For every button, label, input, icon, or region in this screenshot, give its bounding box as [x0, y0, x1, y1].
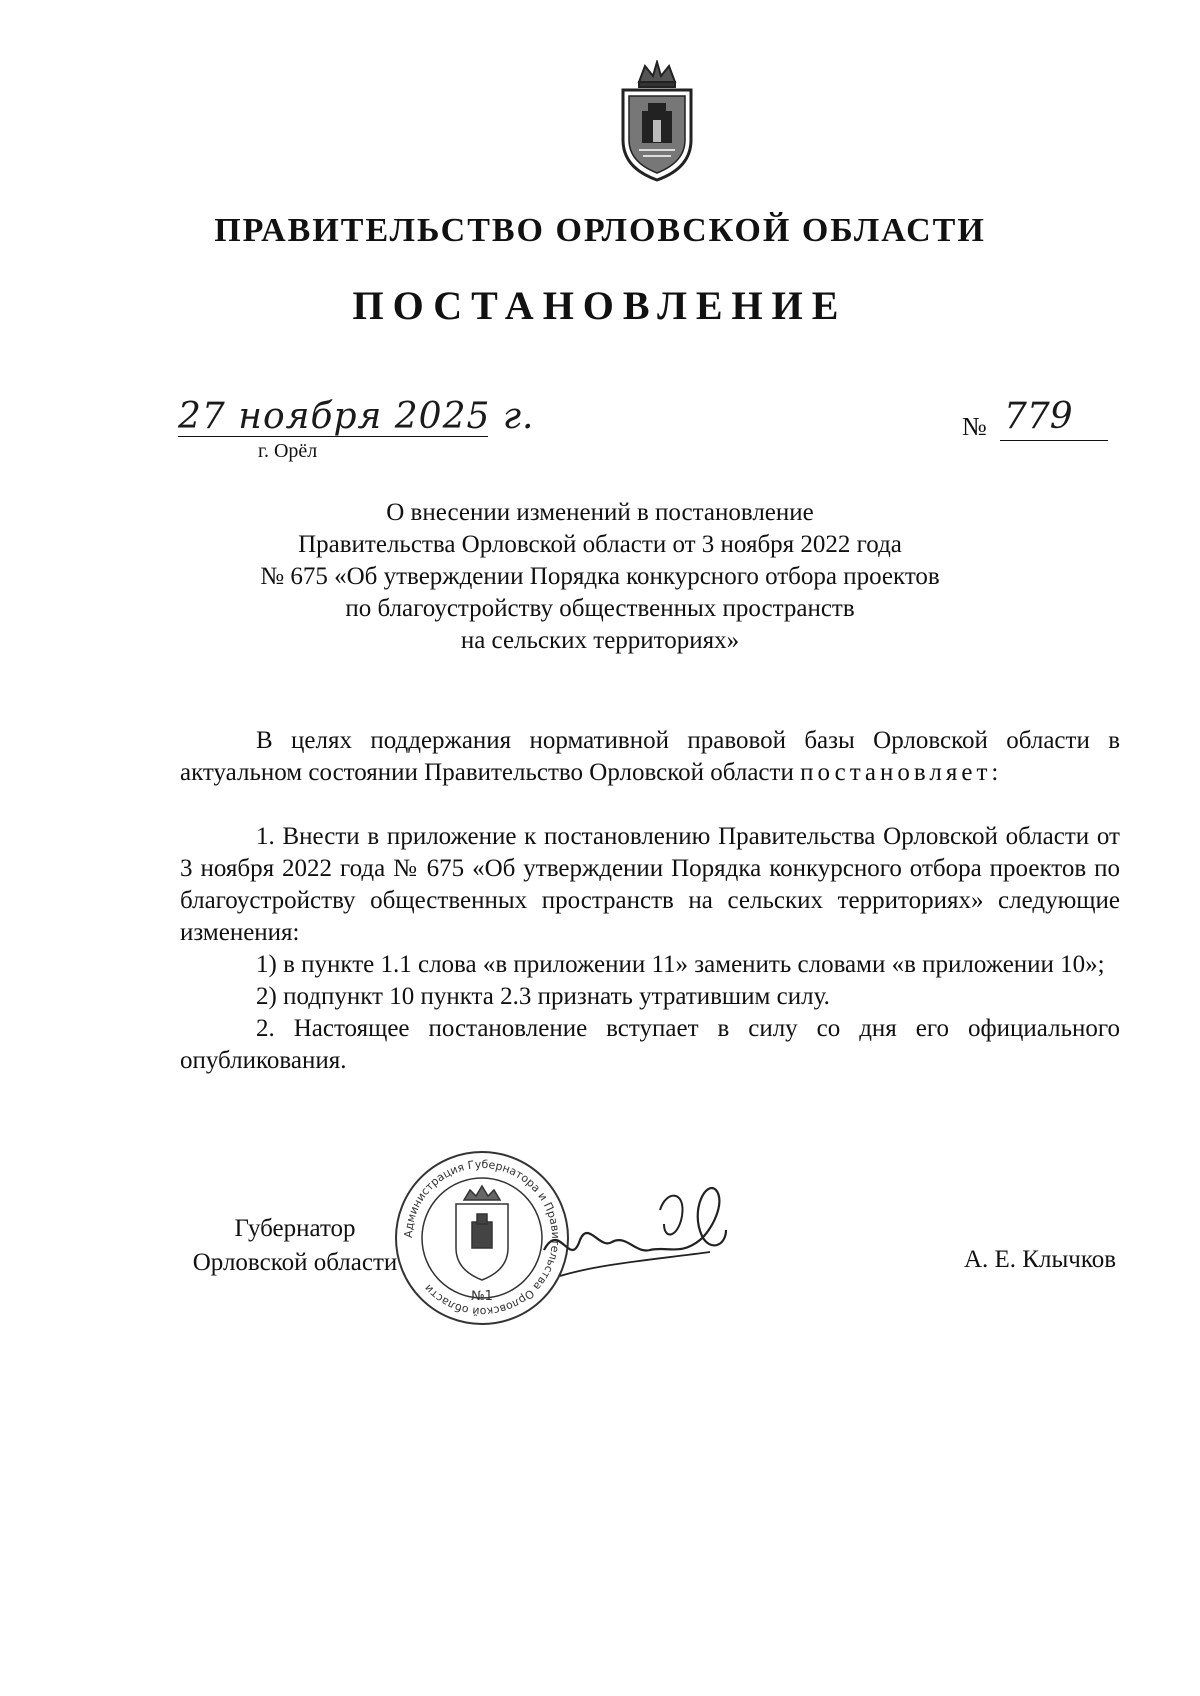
- number-sign: №: [962, 412, 987, 441]
- item-2: 2. Настоящее постановление вступает в силу со дня его официального опубликования.: [180, 1015, 1120, 1074]
- subject-line: Правительства Орловской области от 3 ноября 2022 года: [298, 531, 902, 558]
- subject-line: № 675 «Об утверждении Порядка конкурсного отбора проектов: [260, 563, 940, 590]
- preamble-keyword: постановляет:: [800, 759, 1003, 786]
- item-1: 1. Внести в приложение к постановлению Правительства Орловской области от 3 ноября 2022 года № 675 «Об утверждении Порядка конкурсного отбора проектов по благоустройству общественных пространств на сельских территориях» следующие изменения:: [180, 823, 1120, 946]
- date-underline: [178, 436, 488, 437]
- organization-title: ПРАВИТЕЛЬСТВО ОРЛОВСКОЙ ОБЛАСТИ: [214, 212, 986, 249]
- item-1-1: 1) в пункте 1.1 слова «в приложении 11» заменить словами «в приложении 10»;: [256, 951, 1105, 978]
- item-1-2: 2) подпункт 10 пункта 2.3 признать утратившим силу.: [256, 983, 830, 1010]
- preamble-paragraph: [180, 725, 1120, 789]
- document-number: 779: [1004, 396, 1073, 437]
- document-subject: [200, 497, 1000, 657]
- subject-line: по благоустройству общественных пространств: [345, 595, 855, 622]
- signer-position: [180, 1212, 410, 1280]
- position-line: Губернатор: [234, 1215, 356, 1242]
- document-type: ПОСТАНОВЛЕНИЕ: [352, 283, 848, 328]
- coat-of-arms-icon: [609, 60, 705, 184]
- signer-name: А. Е. Клычков: [963, 1246, 1116, 1273]
- document-date: 27 ноября 2025 г.: [178, 396, 535, 437]
- preamble-text: В целях поддержания нормативной правовой базы Орловской области в актуальном состоянии Правительство Орловской области: [180, 727, 1120, 786]
- subject-line: на сельских территориях»: [460, 627, 740, 654]
- document-body: [180, 725, 1120, 1077]
- subject-line: О внесении изменений в постановление: [386, 499, 814, 526]
- seal-number: №1: [471, 1289, 493, 1304]
- position-line: Орловской области: [192, 1249, 398, 1276]
- seal-text: Администрация Губернатора и Правительства Орловской области: [401, 1157, 563, 1319]
- number-underline: [1000, 440, 1108, 441]
- document-city: г. Орёл: [258, 440, 318, 462]
- signature-icon: [540, 1180, 730, 1290]
